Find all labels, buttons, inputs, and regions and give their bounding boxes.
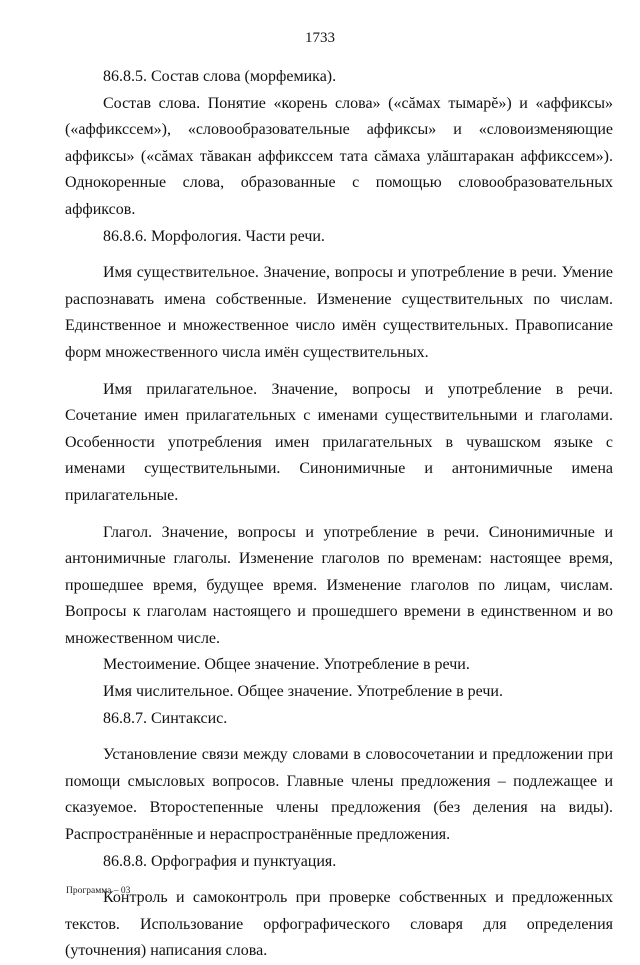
paragraph-noun: Имя существительное. Значение, вопросы и употребление в речи. Умение распознавать имена собственные. Изменение существительных по числам. Единственное и множественное число имён существительных. Правописание форм множественного числа имён существительных. [65, 264, 613, 361]
paragraph-syntax: Установление связи между словами в словосочетании и предложении при помощи смысловых вопросов. Главные члены предложения – подлежащее и сказуемое. Второстепенные члены предложения (без деления на виды). Распространённые и нераспространённые предложения. [65, 746, 613, 844]
paragraph-numeral: Имя числительное. Общее значение. Употребление в речи. [103, 683, 503, 701]
footer-program-label: Программа – 03 [66, 886, 131, 896]
paragraph-verb: Глагол. Значение, вопросы и употребление в речи. Синонимичные и антонимичные глаголы. Изменение глаголов по временам: настоящее время, прошедшее время, будущее время. Изменение глаголов по лицам, числам. Вопросы к глаголам настоящего и прошедшего времени в единственном и во множественном числе. [65, 523, 613, 647]
page-number: 1733 [305, 30, 335, 46]
paragraph-adjective: Имя прилагательное. Значение, вопросы и употребление в речи. Сочетание имен прилагательных с именами существительными и глаголами. Особенности употребления имен прилагательных в чувашском языке с именами существительными. Синонимичные и антонимичные имена прилагательные. [65, 380, 613, 504]
paragraph-pronoun: Местоимение. Общее значение. Употребление в речи. [103, 656, 470, 674]
section-heading-syntax: 86.8.7. Синтаксис. [103, 709, 228, 727]
paragraph-orthography: Контроль и самоконтроль при проверке собственных и предложенных текстов. Использование орфографического словаря для определения (уточнения) написания слова. [65, 889, 613, 960]
section-heading-morphology: 86.8.6. Морфология. Части речи. [103, 227, 325, 245]
section-heading-orthography: 86.8.8. Орфография и пунктуация. [103, 852, 337, 870]
document-body [65, 64, 613, 965]
section-heading-morphemics: 86.8.5. Состав слова (морфемика). [103, 68, 337, 85]
paragraph-word-composition: Состав слова. Понятие «корень слова» («сăмах тымарĕ») и «аффиксы» («аффикссем»), «словообразовательные аффиксы» и «словоизменяющие аффиксы» («сăмах тăвакан аффикссем тата сăмаха улăштаракан аффикссем»). Однокоренные слова, образованные с помощью словообразовательных аффиксов. [65, 94, 613, 218]
